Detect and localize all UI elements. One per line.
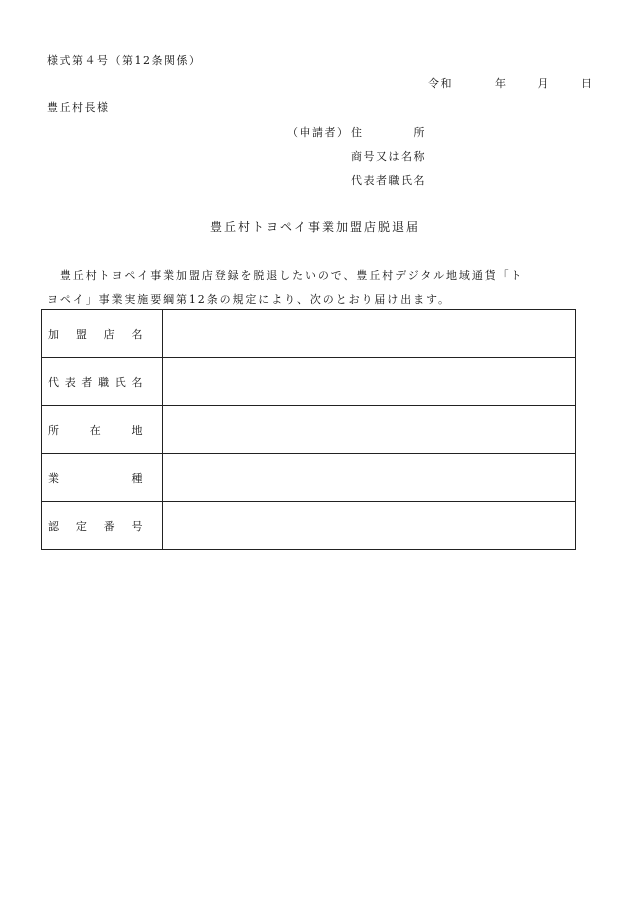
addressee: 豊丘村長様: [47, 101, 110, 114]
representative-label: 代 表 者 職 氏 名: [42, 358, 163, 406]
date-line: [428, 75, 594, 91]
body-text: [47, 264, 587, 312]
merchant-info-table: [41, 309, 576, 550]
applicant-representative-label: 代表者職氏名: [351, 174, 426, 187]
table-row-business-type: [42, 454, 576, 502]
representative-field[interactable]: [163, 358, 576, 406]
applicant-trade-name-label: 商号又は名称: [351, 150, 426, 163]
applicant-address-label: 住 所: [351, 126, 426, 139]
business-type-field[interactable]: [163, 454, 576, 502]
table-row-merchant-name: [42, 310, 576, 358]
table-row-location: [42, 406, 576, 454]
document-title: 豊丘村トヨペイ事業加盟店脱退届: [209, 220, 420, 234]
table-row-representative: [42, 358, 576, 406]
body-line-1: 豊丘村トヨペイ事業加盟店登録を脱退したいので、豊丘村デジタル地域通貨「ト: [47, 269, 524, 282]
location-label: 所 在 地: [42, 406, 163, 454]
business-type-label: 業 種: [42, 454, 163, 502]
date-day-label: 日: [581, 77, 594, 90]
body-line-2: ヨペイ」事業実施要綱第12条の規定により、次のとおり届け出ます。: [47, 293, 451, 306]
applicant-label: （申請者）: [287, 126, 350, 139]
table-row-certification-number: [42, 502, 576, 550]
certification-number-field[interactable]: [163, 502, 576, 550]
date-year-label: 年: [495, 77, 508, 90]
date-month-label: 月: [537, 77, 550, 90]
form-number: 様式第４号（第12条関係）: [47, 54, 202, 67]
location-field[interactable]: [163, 406, 576, 454]
date-era: 令和: [428, 77, 453, 90]
merchant-name-label: 加 盟 店 名: [42, 310, 163, 358]
merchant-name-field[interactable]: [163, 310, 576, 358]
certification-number-label: 認 定 番 号: [42, 502, 163, 550]
